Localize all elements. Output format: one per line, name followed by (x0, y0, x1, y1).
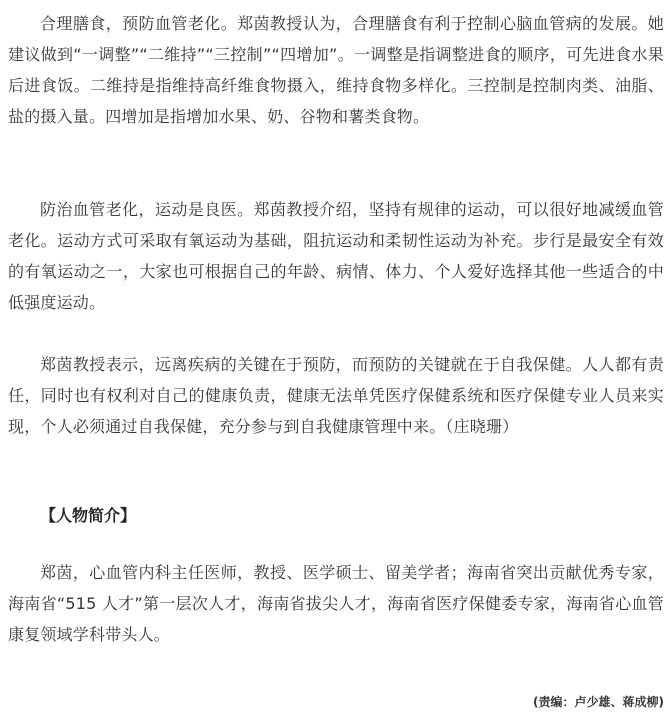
profile-paragraph: 郑茵，心血管内科主任医师，教授、医学硕士、留美学者；海南省突出贡献优秀专家，海南省“515 人才”第一层次人才，海南省拔尖人才，海南省医疗保健委专家，海南省心血管康复领域学科带头人。 (8, 563, 664, 644)
paragraph-exercise: 防治血管老化，运动是良医。郑茵教授介绍，坚持有规律的运动，可以很好地减缓血管老化。运动方式可采取有氧运动为基础，阻抗运动和柔韧性运动为补充。步行是最安全有效的有氧运动之一，大家也可根据自己的年龄、病情、体力、个人爱好选择其他一些适合的中低强度运动。 (8, 200, 664, 312)
profile-heading: 【人物简介】 (40, 506, 137, 525)
paragraph-self-care: 郑茵教授表示，远离疾病的关键在于预防，而预防的关键就在于自我保健。人人都有责任，同时也有权利对自己的健康负责，健康无法单凭医疗保健系统和医疗保健专业人员来实现，个人必须通过自我保健，充分参与到自我健康管理中来。（庄晓珊） (8, 355, 664, 436)
paragraph-diet: 合理膳食，预防血管老化。郑茵教授认为，合理膳食有利于控制心脑血管病的发展。她建议做到“一调整”“二维持”“三控制”“四增加”。一调整是指调整进食的顺序，可先进食水果后进食饭。二维持是指维持高纤维食物摄入，维持食物多样化。三控制是控制肉类、油脂、盐的摄入量。四增加是指增加水果、奶、谷物和薯类食物。 (8, 14, 664, 126)
editor-credit: (责编：卢少雄、蒋成柳) (533, 695, 664, 709)
